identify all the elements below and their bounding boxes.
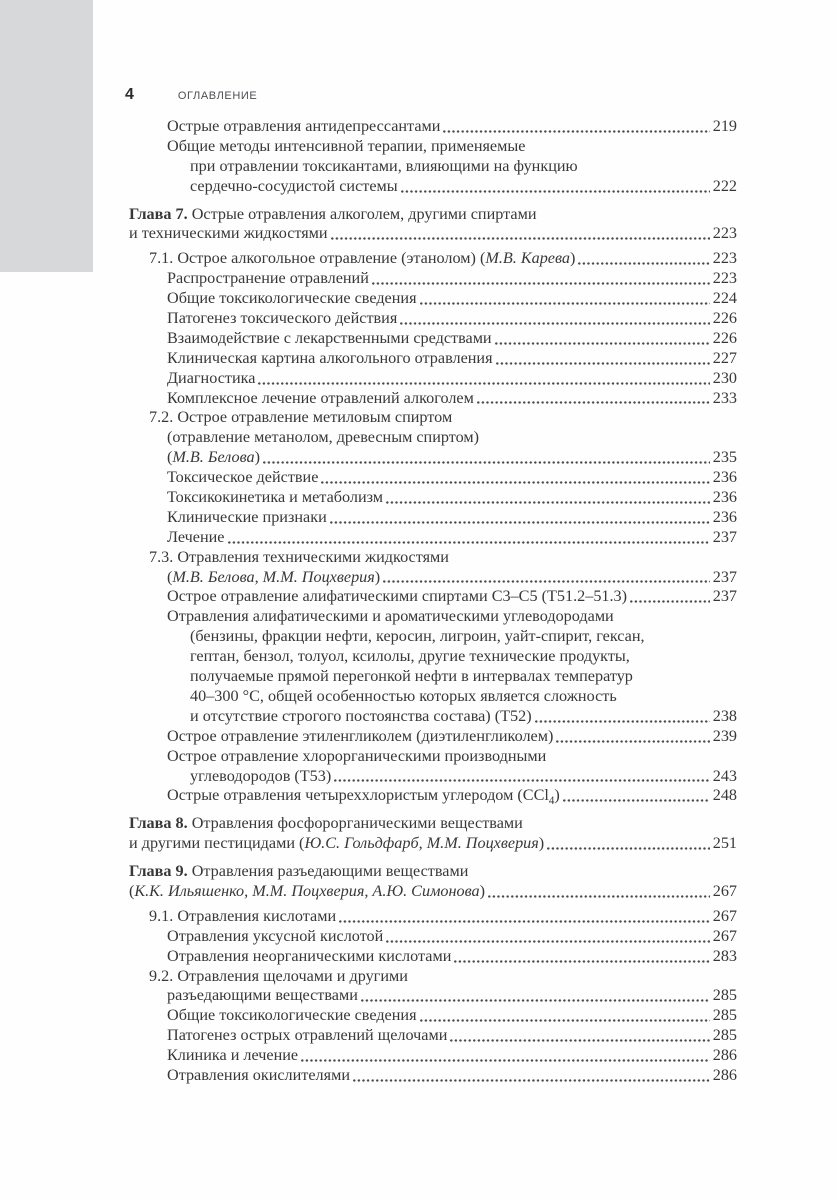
toc-entry-page: 236 xyxy=(712,507,737,526)
dot-leader xyxy=(450,1039,709,1042)
toc-entry xyxy=(129,607,737,627)
dot-leader xyxy=(488,895,710,898)
toc-entry-text: Общие методы интенсивной терапии, применяемые xyxy=(167,136,526,155)
toc-entry xyxy=(129,882,737,902)
toc-entry-page: 286 xyxy=(712,1046,737,1065)
toc-entry-page: 224 xyxy=(712,289,737,308)
toc-entry-page: 237 xyxy=(712,527,737,546)
dot-leader xyxy=(334,779,709,782)
toc-entry-page: 285 xyxy=(712,986,737,1005)
toc-entry-page: 222 xyxy=(712,176,737,195)
dot-leader xyxy=(495,342,710,345)
toc-list xyxy=(129,117,737,1086)
toc-entry-page: 248 xyxy=(712,786,737,805)
toc-entry xyxy=(129,448,737,468)
toc-entry-text: гептан, бензол, толуол, ксилолы, другие технические продукты, xyxy=(190,647,630,666)
toc-entry xyxy=(129,205,737,225)
toc-entry-text: Глава 9. Отравления разъедающими веществами xyxy=(129,862,469,881)
toc-entry-text: 9.2. Отравления щелочами и другими xyxy=(149,966,408,985)
toc-entry-page: 283 xyxy=(712,946,737,965)
toc-entry-text: Отравления окислителями xyxy=(167,1065,350,1084)
toc-entry-text: Отравления неорганическими кислотами xyxy=(167,946,452,965)
toc-entry-text: разъедающими веществами xyxy=(167,986,358,1005)
toc-entry-page: 237 xyxy=(712,587,737,606)
toc-entry-text: получаемые прямой перегонкой нефти в интервалах температур xyxy=(190,667,633,686)
toc-entry-text: Взаимодействие с лекарственными средствами xyxy=(167,328,492,347)
toc-entry-page: 267 xyxy=(712,881,737,900)
page-margin-block xyxy=(0,0,93,272)
toc-entry xyxy=(129,428,737,448)
toc-entry xyxy=(129,408,737,428)
toc-entry-page: 236 xyxy=(712,488,737,507)
toc-entry xyxy=(129,627,737,647)
toc-entry xyxy=(129,309,737,329)
toc-entry-page: 236 xyxy=(712,468,737,487)
toc-entry-text: Токсическое действие xyxy=(167,468,319,487)
toc-entry-text: Клиническая картина алкогольного отравления xyxy=(167,348,493,367)
toc-entry xyxy=(129,177,737,197)
toc-entry-text: и другими пестицидами (Ю.С. Гольдфарб, М.М. Поцхверия) xyxy=(129,834,545,853)
toc-entry xyxy=(129,468,737,488)
toc-entry-page: 251 xyxy=(712,834,737,853)
toc-entry xyxy=(129,389,737,409)
toc-entry xyxy=(129,117,737,137)
dot-leader xyxy=(386,501,710,504)
toc-entry-text: (М.В. Белова) xyxy=(167,448,260,467)
toc-entry xyxy=(129,707,737,727)
toc-entry xyxy=(129,249,737,269)
dot-leader xyxy=(331,237,710,240)
toc-entry-text: Острое отравление алифатическими спиртами С3–С5 (Т51.2–51.3) xyxy=(167,587,628,606)
toc-entry-text: сердечно-сосудистой системы xyxy=(190,176,398,195)
toc-entry xyxy=(129,488,737,508)
toc-entry xyxy=(129,137,737,157)
toc-entry xyxy=(129,767,737,787)
dot-leader xyxy=(330,521,710,524)
dot-leader xyxy=(372,282,710,285)
toc-entry-text: и отсутствие строгого постоянства состава) (Т52) xyxy=(190,706,532,725)
dot-leader xyxy=(420,302,710,305)
toc-entry xyxy=(129,587,737,607)
toc-entry xyxy=(129,786,737,806)
dot-leader xyxy=(263,461,710,464)
toc-entry xyxy=(129,1006,737,1026)
toc-entry-page: 230 xyxy=(712,368,737,387)
toc-entry-text: Патогенез токсического действия xyxy=(167,309,398,328)
dot-leader xyxy=(477,401,710,404)
toc-entry-page: 285 xyxy=(712,1026,737,1045)
toc-entry-text: Клиника и лечение xyxy=(167,1046,299,1065)
toc-entry-text: (отравление метанолом, древесным спиртом) xyxy=(167,428,480,447)
toc-entry xyxy=(129,927,737,947)
toc-entry xyxy=(129,647,737,667)
toc-entry-text: Клинические признаки xyxy=(167,507,327,526)
toc-entry-page: 235 xyxy=(712,448,737,467)
toc-entry-text: Глава 7. Острые отравления алкоголем, другими спиртами xyxy=(129,204,537,223)
toc-entry xyxy=(129,907,737,927)
toc-entry-text: 7.3. Отравления техническими жидкостями xyxy=(149,547,449,566)
toc-entry xyxy=(129,727,737,747)
toc-entry-text: 7.2. Острое отравление метиловым спиртом xyxy=(149,408,453,427)
toc-entry-text: Распространение отравлений xyxy=(167,269,369,288)
toc-entry-text: Острое отравление хлорорганическими производными xyxy=(167,746,547,765)
dot-leader xyxy=(401,190,710,193)
toc-entry-page: 267 xyxy=(712,906,737,925)
toc-entry-page: 226 xyxy=(712,328,737,347)
dot-leader xyxy=(258,382,709,385)
dot-leader xyxy=(339,920,710,923)
dot-leader xyxy=(563,799,710,802)
toc-entry-page: 227 xyxy=(712,348,737,367)
toc-entry xyxy=(129,528,737,548)
toc-entry xyxy=(129,834,737,854)
toc-entry-text: Диагностика xyxy=(167,368,256,387)
toc-entry-page: 239 xyxy=(712,726,737,745)
toc-entry-text: Патогенез острых отравлений щелочами xyxy=(167,1026,448,1045)
toc-entry xyxy=(129,747,737,767)
toc-entry-text: 7.1. Острое алкогольное отравление (этанолом) (М.В. Карева) xyxy=(149,249,576,268)
dot-leader xyxy=(535,720,710,723)
dot-leader xyxy=(454,960,709,963)
toc-entry-page: 237 xyxy=(712,567,737,586)
toc-entry xyxy=(129,157,737,177)
toc-entry-text: углеводородов (Т53) xyxy=(190,766,332,785)
toc-entry-text: Лечение xyxy=(167,527,225,546)
dot-leader xyxy=(321,481,709,484)
toc-entry-page: 219 xyxy=(712,117,737,135)
toc-entry-page: 223 xyxy=(712,249,737,268)
page-header xyxy=(125,86,257,104)
toc-entry-text: Глава 8. Отравления фосфорорганическими веществами xyxy=(129,814,523,833)
toc-entry xyxy=(129,1046,737,1066)
toc-entry-text: (бензины, фракции нефти, керосин, лигроин, уайт-спирит, гексан, xyxy=(190,627,645,646)
toc-entry-text: Общие токсикологические сведения xyxy=(167,289,417,308)
running-title: ОГЛАВЛЕНИЕ xyxy=(177,90,258,102)
toc-entry-text: при отравлении токсикантами, влияющими на функцию xyxy=(190,156,578,175)
toc-entry xyxy=(129,862,737,882)
toc-entry-page: 285 xyxy=(712,1006,737,1025)
toc-entry-page: 238 xyxy=(712,706,737,725)
toc-entry-text: 9.1. Отравления кислотами xyxy=(149,906,337,925)
dot-leader xyxy=(400,322,709,325)
toc-entry-text: Острые отравления антидепрессантами xyxy=(167,117,441,135)
toc-entry xyxy=(129,814,737,834)
toc-entry xyxy=(129,967,737,987)
dot-leader xyxy=(547,847,710,850)
dot-leader xyxy=(383,580,710,583)
toc-entry xyxy=(129,667,737,687)
toc-entry-text: (К.К. Ильяшенко, М.М. Поцхверия, А.Ю. Симонова) xyxy=(129,881,486,900)
page-number: 4 xyxy=(125,86,134,103)
dot-leader xyxy=(353,1079,710,1082)
dot-leader xyxy=(496,362,710,365)
toc-entry xyxy=(129,224,737,244)
toc-entry-text: и техническими жидкостями xyxy=(129,224,328,243)
toc-entry-text: Общие токсикологические сведения xyxy=(167,1006,417,1025)
toc-entry xyxy=(129,329,737,349)
dot-leader xyxy=(386,940,709,943)
dot-leader xyxy=(228,541,710,544)
toc-entry-page: 233 xyxy=(712,388,737,407)
toc-entry-text: Отравления алифатическими и ароматическими углеводородами xyxy=(167,607,614,626)
toc-entry xyxy=(129,687,737,707)
toc-entry-text: (М.В. Белова, М.М. Поцхверия) xyxy=(167,567,381,586)
toc-entry xyxy=(129,349,737,369)
dot-leader xyxy=(443,130,709,133)
toc-entry-text: Острое отравление этиленгликолем (диэтиленгликолем) xyxy=(167,726,554,745)
toc-entry-page: 226 xyxy=(712,309,737,328)
toc-entry-text: Комплексное лечение отравлений алкоголем xyxy=(167,388,474,407)
toc-entry-text: Острые отравления четыреххлористым углеродом (CCl$_4$) xyxy=(167,786,560,808)
dot-leader xyxy=(630,600,710,603)
toc-entry xyxy=(129,548,737,568)
toc-entry-page: 286 xyxy=(712,1065,737,1084)
toc-entry xyxy=(129,289,737,309)
toc-entry xyxy=(129,269,737,289)
dot-leader xyxy=(420,1019,710,1022)
toc-entry-page: 223 xyxy=(712,224,737,243)
toc-entry xyxy=(129,1026,737,1046)
toc-entry xyxy=(129,947,737,967)
toc-entry-text: Токсикокинетика и метаболизм xyxy=(167,488,384,507)
dot-leader xyxy=(301,1059,710,1062)
toc-entry-page: 223 xyxy=(712,269,737,288)
toc-entry xyxy=(129,508,737,528)
dot-leader xyxy=(361,999,710,1002)
toc-entry xyxy=(129,986,737,1006)
toc-entry xyxy=(129,369,737,389)
toc-entry-page: 267 xyxy=(712,926,737,945)
toc-entry-page: 243 xyxy=(712,766,737,785)
toc-entry xyxy=(129,568,737,588)
toc-entry xyxy=(129,1066,737,1086)
dot-leader xyxy=(578,262,709,265)
toc-entry-text: Отравления уксусной кислотой xyxy=(167,926,384,945)
dot-leader xyxy=(556,740,709,743)
toc-entry-text: 40–300 °С, общей особенностью которых является сложность xyxy=(190,686,617,705)
